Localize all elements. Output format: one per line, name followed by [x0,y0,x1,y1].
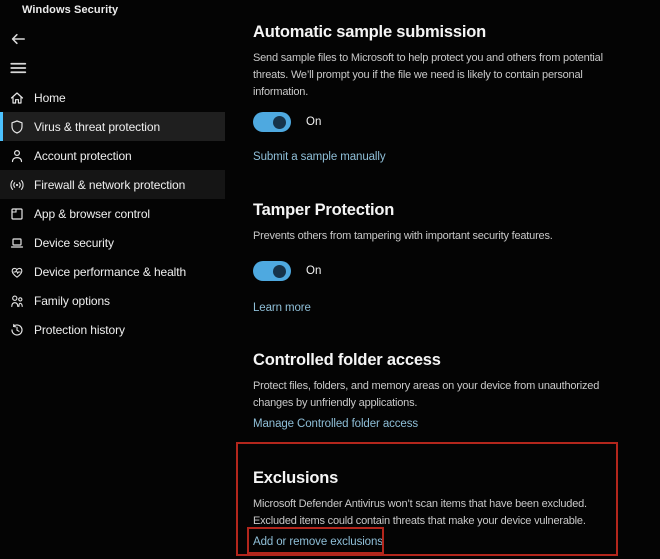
add-or-remove-exclusions-link[interactable]: Add or remove exclusions [253,536,383,548]
toggle-state-label: On [306,116,322,128]
shield-icon [9,119,25,135]
sidebar-nav [0,83,225,344]
section-description: Protect files, folders, and memory areas on your device from unauthorized changes by unfriendly applications. [253,380,600,409]
sidebar-item-device-security[interactable] [0,228,225,257]
network-waves-icon [9,177,25,193]
family-icon [9,293,25,309]
sidebar-item-label: Firewall & network protection [34,177,186,192]
sidebar-item-device-performance-health[interactable] [0,257,225,286]
menu-button[interactable] [9,59,29,79]
section-description: Microsoft Defender Antivirus won’t scan items that have been excluded. Excluded items could contain threats that make your device vulnerable. [253,498,587,527]
sidebar-item-label: Home [34,90,66,105]
sidebar-item-firewall-network-protection[interactable] [0,170,225,199]
tamper-protection-toggle[interactable] [253,261,291,281]
section-automatic-sample-submission [253,22,613,165]
sidebar-item-protection-history[interactable] [0,315,225,344]
back-button[interactable] [9,30,29,50]
manage-controlled-folder-access-link[interactable]: Manage Controlled folder access [253,418,419,430]
section-heading: Controlled folder access [253,351,441,369]
sidebar-item-label: Protection history [34,322,125,337]
sidebar-item-home[interactable] [0,83,225,112]
home-icon [9,90,25,106]
app-title: Windows Security [22,4,119,16]
history-clock-icon [9,322,25,338]
toggle-knob-icon [273,265,286,278]
section-exclusions [253,468,613,550]
sidebar-item-app-browser-control[interactable] [0,199,225,228]
person-icon [9,148,25,164]
section-heading: Tamper Protection [253,201,395,219]
sidebar-item-label: App & browser control [34,206,150,221]
section-description: Send sample files to Microsoft to help protect you and others from potential threats. We’ll prompt you if the file we need is likely to contain personal information. [253,52,603,98]
sidebar-item-label: Virus & threat protection [34,119,161,134]
learn-more-link[interactable]: Learn more [253,302,311,314]
sidebar-item-label: Family options [34,293,110,308]
toggle-row [253,112,613,132]
sidebar-item-label: Device security [34,235,114,250]
section-controlled-folder-access [253,350,613,432]
sample-submission-toggle[interactable] [253,112,291,132]
section-description: Prevents others from tampering with important security features. [253,230,553,242]
section-heading: Automatic sample submission [253,23,486,41]
hamburger-menu-icon [9,59,27,77]
laptop-icon [9,235,25,251]
sidebar-item-virus-threat-protection[interactable] [0,112,225,141]
sidebar-item-label: Account protection [34,148,132,163]
heart-pulse-icon [9,264,25,280]
back-arrow-icon [9,30,27,48]
section-heading: Exclusions [253,469,339,487]
app-window-icon [9,206,25,222]
submit-sample-link[interactable]: Submit a sample manually [253,151,386,163]
section-tamper-protection [253,200,613,316]
toggle-state-label: On [306,265,322,277]
sidebar-item-family-options[interactable] [0,286,225,315]
sidebar-item-account-protection[interactable] [0,141,225,170]
toggle-knob-icon [273,116,286,129]
sidebar-item-label: Device performance & health [34,264,187,279]
toggle-row [253,261,613,281]
